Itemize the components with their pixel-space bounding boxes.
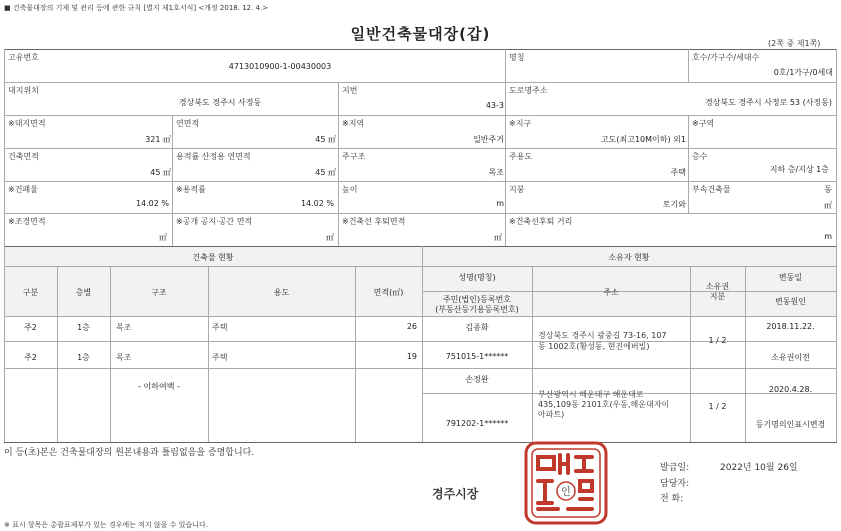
setback-distance-value: m <box>824 232 832 241</box>
seal-mark: 인 <box>561 487 571 498</box>
lot-value: 43-3 <box>485 101 504 110</box>
page-title: 일반건축물대장(갑) <box>350 25 491 43</box>
gross-area-value: 45 ㎡ <box>315 135 336 144</box>
setback-area-value: ㎡ <box>494 233 502 242</box>
owner-status-header: 소유자 현황 <box>608 253 650 262</box>
name-label: 명칭 <box>509 53 525 62</box>
col-share2: 지분 <box>709 292 726 301</box>
annex-area: ㎡ <box>824 201 832 210</box>
table-row-1-floor: 1층 <box>77 323 90 332</box>
structure-label: 주구조 <box>342 152 366 161</box>
annex-count: 동 <box>824 185 832 194</box>
phone-label: 전 화: <box>660 494 684 504</box>
floors-label: 층수 <box>692 152 708 161</box>
far-label: ※용적률 <box>176 185 206 194</box>
landscape-label: ※조경면적 <box>8 217 46 226</box>
col-owner-id: 주민(법인)등록번호 <box>442 295 512 304</box>
public-space-value: ㎡ <box>326 233 334 242</box>
table-row-2-area: 19 <box>406 352 417 361</box>
owner-1-change-reason: 소유권이전 <box>771 353 810 362</box>
units-label: 호수/가구수/세대수 <box>692 53 760 62</box>
table-row-1-area: 26 <box>406 322 417 331</box>
far-value: 14.02 % <box>300 199 334 208</box>
owner-1-name: 김종화 <box>465 323 489 332</box>
bcr-label: ※건폐율 <box>8 185 38 194</box>
page-indicator: (2쪽 중 제1쪽) <box>768 39 821 48</box>
landscape-value: ㎡ <box>159 233 167 242</box>
table-row-2-floor: 1층 <box>77 353 90 362</box>
setback-area-label: ※건축선 후퇴면적 <box>342 217 406 226</box>
zone-value: 일반주거 <box>473 135 504 144</box>
col-change-reason: 변동원인 <box>775 297 806 306</box>
bcr-value: 14.02 % <box>135 199 169 208</box>
setback-distance-label: ※건축선후퇴 거리 <box>509 217 573 226</box>
table-row-2-structure: 목조 <box>116 353 132 362</box>
col-use: 용도 <box>273 288 290 297</box>
floors-value: 지하 층/지상 1층 <box>769 165 829 174</box>
unique-no-value: 4713010900-1-00430003 <box>228 62 332 71</box>
footnote: ※ 표시 항목은 총괄표제부가 있는 경우에는 적지 않을 수 있습니다. <box>4 521 208 529</box>
owner-2-address-line2: 435,109동 2101호(우동,해운대자이 <box>538 400 670 409</box>
table-row-2-type: 주2 <box>24 353 37 362</box>
roof-value: 토기와 <box>662 200 686 209</box>
owner-2-id: 791202-1****** <box>445 419 509 428</box>
owner-2-share: 1 / 2 <box>708 402 727 411</box>
clerk-label: 담당자: <box>660 479 690 489</box>
table-row-2-use: 주택 <box>212 353 228 362</box>
structure-value: 목조 <box>488 168 504 177</box>
height-value: m <box>496 199 504 208</box>
col-type: 구분 <box>22 288 39 297</box>
owner-1-share: 1 / 2 <box>708 336 727 345</box>
building-area-value: 45 ㎡ <box>150 168 171 177</box>
location-label: 대지위치 <box>8 86 39 95</box>
official-seal-icon <box>524 441 608 525</box>
district-value: 고도(최고10M이하) 외1 <box>600 135 686 144</box>
end-mark: - 이하여백 - <box>138 382 180 391</box>
units-value: 0호/1가구/0세대 <box>773 68 833 77</box>
owner-1-address-line2: 동 1002호(황성동, 현진에버빌) <box>538 342 650 351</box>
zone-label: ※지역 <box>342 119 365 128</box>
col-owner-id-alt: (부동산등기용등록번호) <box>435 305 519 314</box>
owner-2-change-date: 2020.4.28. <box>768 385 813 394</box>
lot-label: 지번 <box>342 86 358 95</box>
owner-1-change-date: 2018.11.22. <box>766 322 815 331</box>
owner-2-change-reason: 등기명의인표시변경 <box>755 420 826 429</box>
building-status-header: 건축물 현황 <box>192 253 234 262</box>
issue-date-label: 발급일: <box>660 463 690 473</box>
issue-date-value: 2022년 10월 26일 <box>720 463 798 473</box>
unique-no-label: 고유번호 <box>8 53 39 62</box>
col-structure: 구조 <box>151 288 167 297</box>
roof-label: 지붕 <box>509 185 525 194</box>
area-label: ※구역 <box>692 119 715 128</box>
col-share: 소유권 <box>705 282 730 291</box>
table-row-1-type: 주2 <box>24 323 37 332</box>
location-value: 경상북도 경주시 사정동 <box>178 98 262 107</box>
far-area-value: 45 ㎡ <box>315 168 336 177</box>
owner-2-address-line1: 부산광역시 해운대구 해운대로 <box>538 390 644 399</box>
table-row-1-structure: 목조 <box>116 323 132 332</box>
annex-label: 부속건축물 <box>692 185 731 194</box>
height-label: 높이 <box>342 185 358 194</box>
public-space-label: ※공개 공지·공간 면적 <box>176 217 253 226</box>
col-area: 면적(㎡) <box>373 288 404 297</box>
owner-1-id: 751015-1****** <box>445 352 509 361</box>
form-note: ■ 건축물대장의 기재 및 관리 등에 관한 규칙 [별지 제1호서식] <개정 2018. 12. 4.> <box>4 4 269 12</box>
certification-statement: 이 등(초)본은 건축물대장의 원본내용과 틀림없음을 증명합니다. <box>4 448 255 458</box>
col-floor: 층별 <box>75 288 92 297</box>
col-owner-address: 주소 <box>603 288 619 297</box>
owner-2-address-line3: 아파트) <box>538 410 565 419</box>
road-value: 경상북도 경주시 사정로 53 (사정동) <box>704 98 832 107</box>
building-area-label: 건축면적 <box>8 152 39 161</box>
owner-1-address-line1: 경상북도 경주시 광중길 73-16, 107 <box>538 331 667 340</box>
table-row-1-use: 주택 <box>212 323 228 332</box>
district-label: ※지구 <box>509 119 532 128</box>
site-area-label: ※대지면적 <box>8 119 46 128</box>
use-label: 주용도 <box>509 152 533 161</box>
far-area-label: 용적률 산정용 연면적 <box>176 152 251 161</box>
road-label: 도로명주소 <box>509 86 548 95</box>
issuer-name: 경주시장 <box>432 487 479 501</box>
site-area-value: 321 ㎡ <box>145 135 171 144</box>
use-value: 주택 <box>670 168 686 177</box>
gross-area-label: 연면적 <box>176 119 200 128</box>
col-owner-name: 성명(명칭) <box>458 273 496 282</box>
owner-2-name: 손정완 <box>465 375 489 384</box>
col-change-date: 변동일 <box>778 273 803 282</box>
